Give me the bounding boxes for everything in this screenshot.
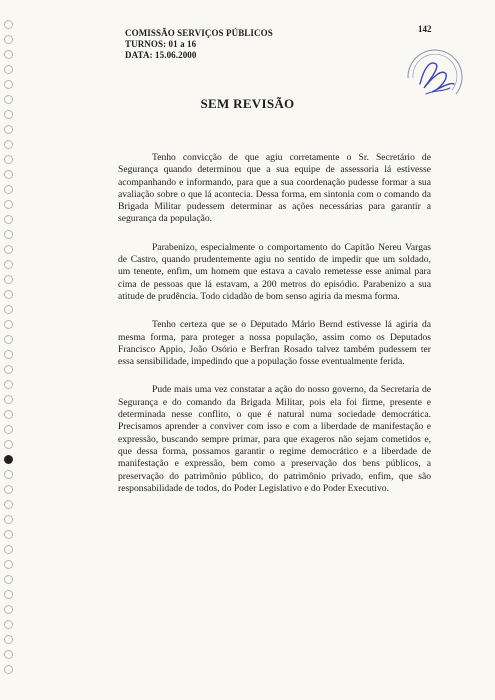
binder-hole — [4, 215, 13, 224]
binder-hole — [4, 320, 13, 329]
binder-hole — [4, 650, 13, 659]
binder-hole — [4, 410, 13, 419]
binder-hole — [4, 35, 13, 44]
document-body — [118, 152, 431, 511]
binder-hole — [4, 515, 13, 524]
binder-hole — [4, 200, 13, 209]
binder-hole — [4, 635, 13, 644]
binder-hole — [4, 50, 13, 59]
binder-hole — [4, 275, 13, 284]
binder-hole — [4, 590, 13, 599]
binder-hole — [4, 185, 13, 194]
binder-hole — [4, 665, 13, 674]
binder-hole — [4, 575, 13, 584]
header-shifts: TURNOS: 01 a 16 — [125, 39, 197, 49]
binder-hole — [4, 155, 13, 164]
binder-hole — [4, 425, 13, 434]
document-header — [125, 28, 345, 61]
binder-hole — [4, 350, 13, 359]
binder-hole — [4, 170, 13, 179]
binder-hole — [4, 290, 13, 299]
binder-hole — [4, 245, 13, 254]
binder-hole — [4, 305, 13, 314]
header-date: DATA: 15.06.2000 — [125, 50, 197, 60]
binder-hole — [4, 365, 13, 374]
binder-hole — [4, 20, 13, 29]
binder-hole — [4, 230, 13, 239]
header-commission: COMISSÃO SERVIÇOS PÚBLICOS — [125, 28, 273, 38]
binder-hole — [4, 455, 13, 464]
binder-hole — [4, 485, 13, 494]
binder-hole — [4, 620, 13, 629]
binder-hole — [4, 125, 13, 134]
binder-hole — [4, 545, 13, 554]
binder-hole — [4, 605, 13, 614]
paragraph: Pude mais uma vez constatar a ação do nosso governo, da Secretaria de Segurança e do comando da Brigada Militar, pois ela foi firme, presente e determinada nesse conflito, o que é natural numa sociedade democrática. Precisamos aprender a conviver com isso e com a liberdade de manifestação e expressão, buscando sempre primar, para que exageros não sejam cometidos e, que dessa forma, possamos garantir o regime democrático e a liberdade de manifestação e expressão, bem como a preservação dos bens públicos, a preservação do patrimônio público, do patrimônio privado, enfim, que são responsabilidade de todos, do Poder Legislativo e do Poder Executivo. — [118, 384, 431, 494]
paragraph: Tenho certeza que se o Deputado Mário Bernd estivesse lá agiria da mesma forma, para proteger a nossa população, assim como os Deputados Francisco Appio, João Osório e Berfran Rosado talvez também pudessem ter essa sensibilidade, impedindo que a população fosse eventualmente ferida. — [118, 319, 431, 368]
document-title: SEM REVISÃO — [200, 96, 295, 111]
binder-hole — [4, 530, 13, 539]
binder-hole — [4, 500, 13, 509]
binder-hole — [4, 140, 13, 149]
binder-hole — [4, 380, 13, 389]
binder-hole — [4, 65, 13, 74]
binder-hole — [4, 560, 13, 569]
paragraph: Parabenizo, especialmente o comportamento do Capitão Nereu Vargas de Castro, quando prudentemente agiu no sentido de impedir que um soldado, um tenente, enfim, um homem que estava a cavalo remetesse esse animal para cima de pessoas que lá estavam, a 200 metros do episódio. Parabenizo a sua atitude de prudência. Todo cidadão de bom senso agiria da mesma forma. — [118, 241, 431, 302]
binder-hole — [4, 335, 13, 344]
page-number: 142 — [418, 24, 432, 34]
binder-hole — [4, 260, 13, 269]
binder-hole — [4, 440, 13, 449]
binder-hole — [4, 470, 13, 479]
binder-hole — [4, 395, 13, 404]
binder-hole — [4, 80, 13, 89]
binder-holes — [4, 20, 14, 680]
paragraph: Tenho convicção de que agiu corretamente o Sr. Secretário de Segurança quando determinou que a sua equipe de assessoria lá estivesse acompanhando e informando, para que a sua coordenação pudesse formar a sua avaliação sobre o que lá acontecia. Dessa forma, em sintonia com o comando da Brigada Militar pudessem determinar as ações necessárias para garantir a segurança da população. — [118, 152, 431, 225]
